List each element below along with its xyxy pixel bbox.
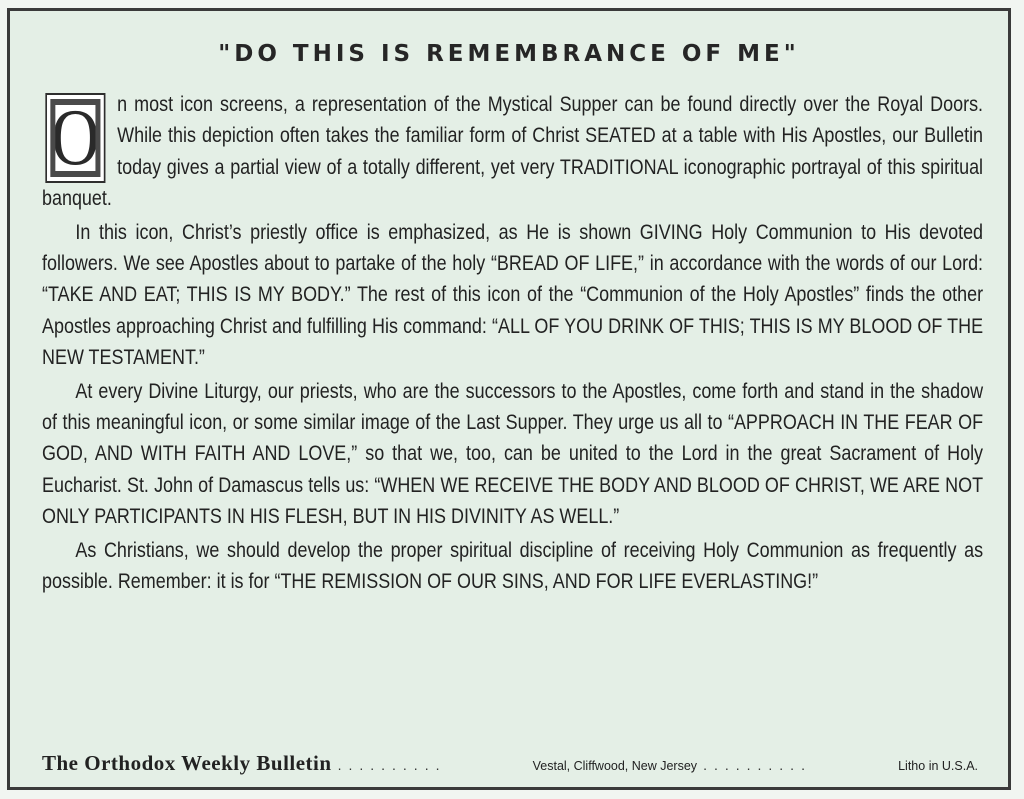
publication-name: The Orthodox Weekly Bulletin	[42, 751, 332, 775]
paragraph-2: In this icon, Christ’s priestly office is emphasized, as He is shown GIVING Holy Communion to His devoted followers. We see Apostles about to partake of the holy “BREAD OF LIFE,” in accordance with the words of our Lord: “TAKE AND EAT; THIS IS MY BODY.” The rest of this icon of the “Communion of the Holy Apostles” finds the other Apostles approaching Christ and fulfilling His command: “ALL OF YOU DRINK OF THIS; THIS IS MY BLOOD OF THE NEW TESTAMENT.”	[42, 219, 984, 370]
paragraph-4: As Christians, we should develop the proper spiritual discipline of receiving Holy Communion as frequently as possible. Remember: it is for “THE REMISSION OF OUR SINS, AND FOR LIFE EVERLASTING!”	[42, 537, 984, 594]
printer-note: Litho in U.S.A.	[898, 759, 979, 773]
article-body	[42, 89, 983, 600]
publisher-location: Vestal, Cliffwood, New Jersey	[532, 759, 698, 773]
page-title: "DO THIS IS REMEMBRANCE OF ME"	[218, 41, 800, 67]
bulletin-panel	[7, 8, 1011, 790]
drop-cap: O	[45, 93, 105, 183]
paragraph-3: At every Divine Liturgy, our priests, who are the successors to the Apostles, come forth and stand in the shadow of this meaningful icon, or some similar image of the Last Supper. They urge us all to “APPROACH IN THE FEAR OF GOD, AND WITH FAITH AND LOVE,” so that we, too, can be united to the Lord in the great Sacrament of Holy Eucharist. St. John of Damascus tells us: “WHEN WE RECEIVE THE BODY AND BLOOD OF CHRIST, WE ARE NOT ONLY PARTICIPANTS IN HIS FLESH, BUT IN HIS DIVINITY AS WELL.”	[42, 378, 984, 529]
leader-dots: ..........	[337, 757, 447, 773]
footer	[42, 751, 978, 776]
leader-dots-2: ..........	[703, 757, 812, 773]
paragraph-1	[42, 89, 983, 215]
paragraph-1-text: n most icon screens, a representation of the Mystical Supper can be found directly over the Royal Doors. While this depiction often takes the familiar form of Christ SEATED at a table with His Apostles, our Bulletin today gives a partial view of a totally different, yet very TRADITIONAL iconographic portrayal of this spiritual banquet.	[42, 92, 984, 211]
